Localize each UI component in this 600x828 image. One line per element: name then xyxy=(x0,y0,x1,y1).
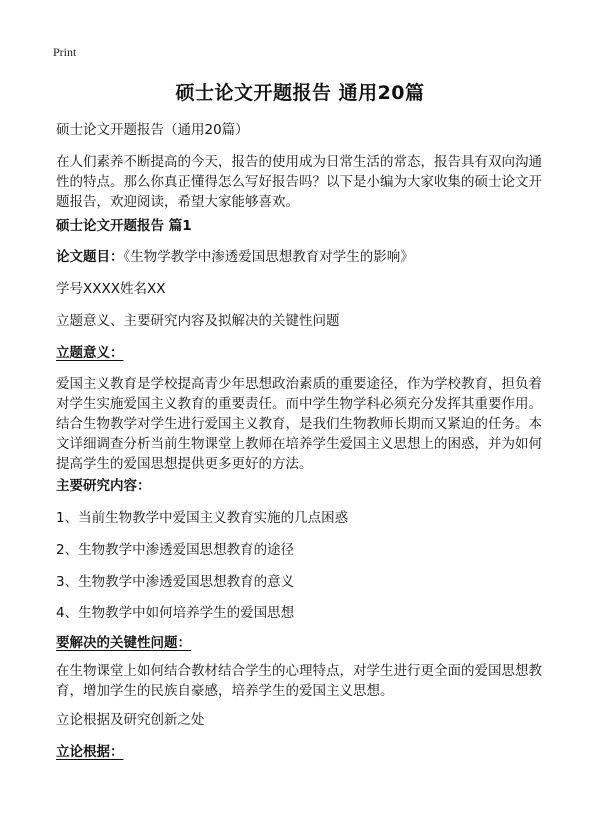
thesis-title-line xyxy=(56,247,552,267)
section-heading: 硕士论文开题报告 篇1 xyxy=(56,218,192,234)
significance-paragraph: 爱国主义教育是学校提高青少年思想政治素质的重要途径，作为学校教育，担负着对学生实施爱国主义教育的重要责任。而中学生物学科必须充分发挥其重要作用。结合生物教学对学生进行爱国主义教育，是我们生物教师长期而又紧迫的任务。本文详细调查分析当前生物课堂上教师在培养学生爱国主义思想上的困惑，并为如何提高学生的爱国思想提供更多更好的方法。 xyxy=(56,376,542,472)
basis-heading: 立论根据： xyxy=(56,744,124,760)
key-problem-paragraph: 在生物课堂上如何结合教材结合学生的心理特点，对学生进行更全面的爱国思想教育，增加学生的民族自豪感，培养学生的爱国主义思想。 xyxy=(56,663,542,699)
topic-line: 立题意义、主要研究内容及拟解决的关键性问题 xyxy=(56,313,340,329)
significance-heading: 立题意义： xyxy=(56,345,124,361)
content-item-2: 2、生物教学中渗透爱国思想教育的途径 xyxy=(56,542,295,558)
document-subtitle: 硕士论文开题报告（通用20篇） xyxy=(56,122,249,138)
print-label: Print xyxy=(53,45,77,59)
content-item-4: 4、生物教学中如何培养学生的爱国思想 xyxy=(56,605,295,621)
basis-line: 立论根据及研究创新之处 xyxy=(56,712,205,728)
content-item-3: 3、生物教学中渗透爱国思想教育的意义 xyxy=(56,574,295,590)
content-item-1: 1、当前生物教学中爱国主义教育实施的几点困惑 xyxy=(56,510,349,526)
thesis-title: 《生物学教学中渗透爱国思想教育对学生的影响》 xyxy=(123,249,414,265)
key-problem-heading: 要解决的关键性问题： xyxy=(56,635,191,651)
thesis-label: 论文题目： xyxy=(56,249,124,265)
student-info-line: 学号XXXX姓名XX xyxy=(56,281,166,297)
document-title: 硕士论文开题报告 通用20篇 xyxy=(175,82,425,104)
intro-paragraph: 在人们素养不断提高的今天，报告的使用成为日常生活的常态，报告具有双向沟通性的特点。那么你真正懂得怎么写好报告吗？以下是小编为大家收集的硕士论文开题报告，欢迎阅读，希望大家能够喜欢。 xyxy=(56,154,542,210)
content-heading: 主要研究内容： xyxy=(56,478,151,494)
